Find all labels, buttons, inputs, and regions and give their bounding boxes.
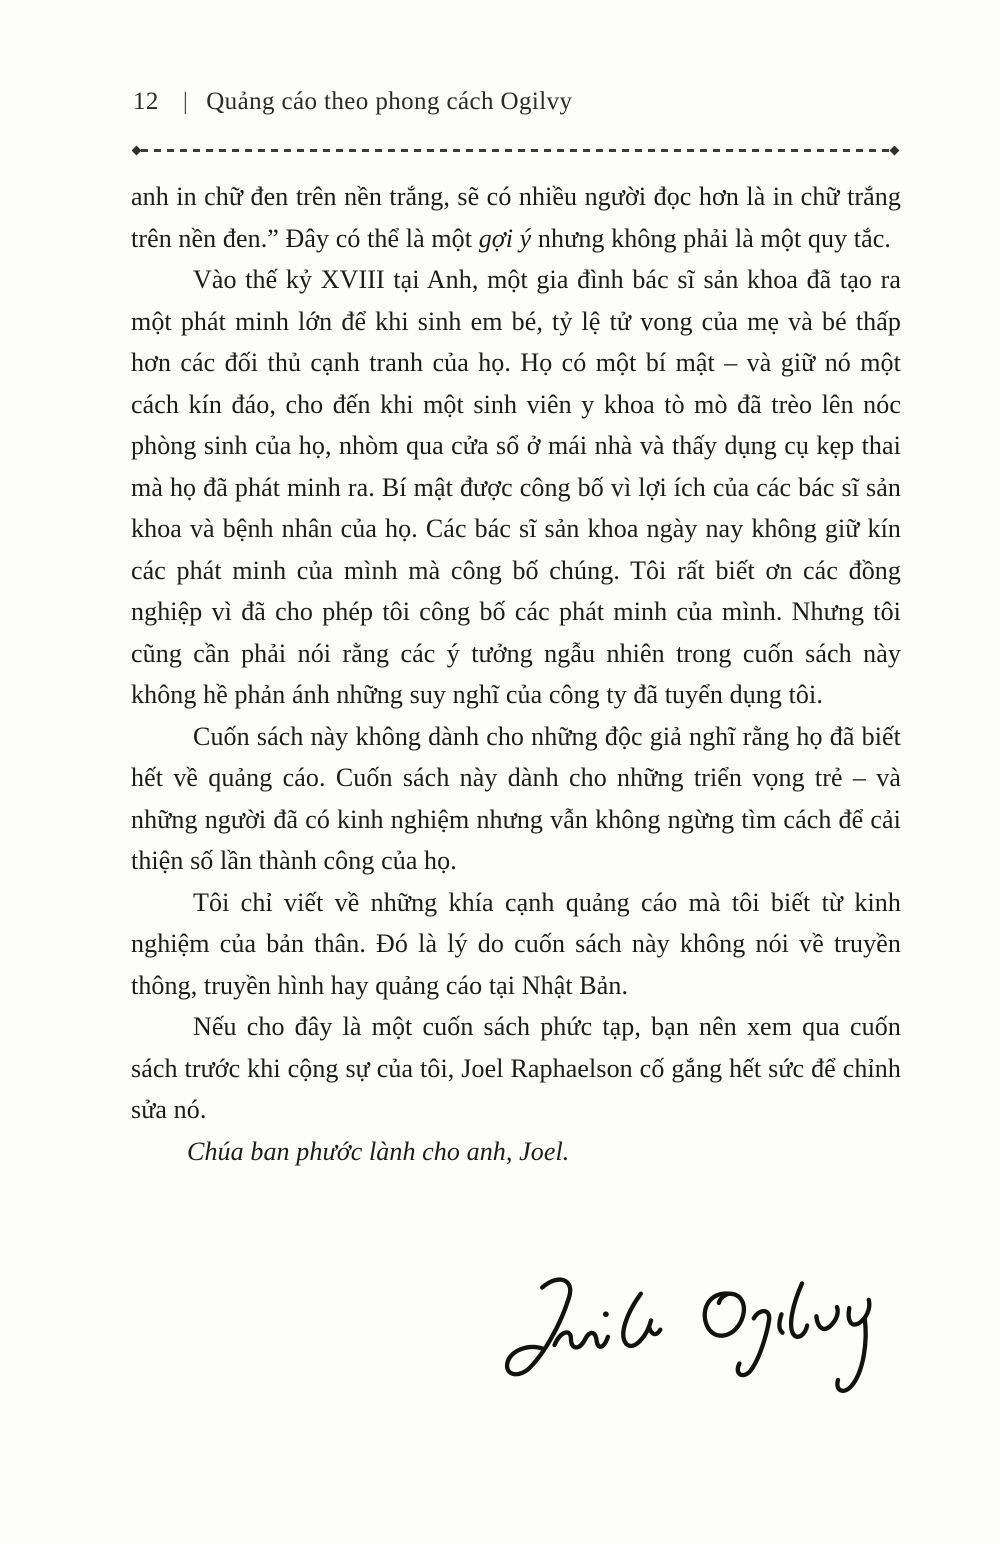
paragraph-1-italic-phrase: gợi ý [478, 223, 532, 253]
divider-right-diamond-icon [890, 146, 900, 156]
page-number: 12 [133, 88, 159, 115]
running-title: Quảng cáo theo phong cách Ogilvy [206, 88, 573, 115]
divider-left-diamond-icon [132, 146, 142, 156]
paragraph-5: Nếu cho đây là một cuốn sách phức tạp, bạn nên xem qua cuốn sách trước khi cộng sự của tôi, Joel Raphaelson cố gắng hết sức để chỉnh sửa nó. [131, 1012, 901, 1124]
signature-david-ogilvy-icon [497, 1268, 877, 1418]
signoff-line: Chúa ban phước lành cho anh, Joel. [187, 1136, 570, 1166]
paragraph-4: Tôi chỉ viết về những khía cạnh quảng cáo mà tôi biết từ kinh nghiệm của bản thân. Đó là lý do cuốn sách này không nói về truyền thông, truyền hình hay quảng cáo tại Nhật Bản. [131, 887, 901, 1000]
divider-dashes [141, 149, 890, 152]
running-header [133, 88, 900, 116]
paragraph-1 [131, 176, 901, 259]
paragraph-1-text-after: nhưng không phải là một quy tắc. [531, 223, 891, 253]
paragraph-2: Vào thế kỷ XVIII tại Anh, một gia đình bác sĩ sản khoa đã tạo ra một phát minh lớn để khi sinh em bé, tỷ lệ tử vong của mẹ và bé thấp hơn các đối thủ cạnh tranh của họ. Họ có một bí mật – và giữ nó một cách kín đáo, cho đến khi một sinh viên y khoa tò mò đã trèo lên nóc phòng sinh của họ, nhòm qua cửa sổ ở mái nhà và thấy dụng cụ kẹp thai mà họ đã phát minh ra. Bí mật được công bố vì lợi ích của các bác sĩ sản khoa và bệnh nhân của họ. Các bác sĩ sản khoa ngày nay không giữ kín các phát minh của mình mà công bố chúng. Tôi rất biết ơn các đồng nghiệp vì đã cho phép tôi công bố các phát minh của mình. Nhưng tôi cũng cần phải nói rằng các ý tưởng ngẫu nhiên trong cuốn sách này không hề phản ánh những suy nghĩ của công ty đã tuyển dụng tôi. [131, 265, 901, 709]
paragraph-3: Cuốn sách này không dành cho những độc giả nghĩ rằng họ đã biết hết về quảng cáo. Cuốn sách này dành cho những triển vọng trẻ – và những người đã có kinh nghiệm nhưng vẫn không ngừng tìm cách để cải thiện số lần thành công của họ. [131, 721, 901, 875]
dashed-divider [133, 146, 898, 155]
paragraph-1-text: anh in chữ đen trên nền trắng, sẽ có nhiều người đọc hơn là in chữ trắng trên nền đen.” Đây có thể là một [131, 182, 901, 253]
body-text [131, 176, 901, 1172]
signature [497, 1268, 877, 1418]
header-separator: | [183, 89, 189, 115]
